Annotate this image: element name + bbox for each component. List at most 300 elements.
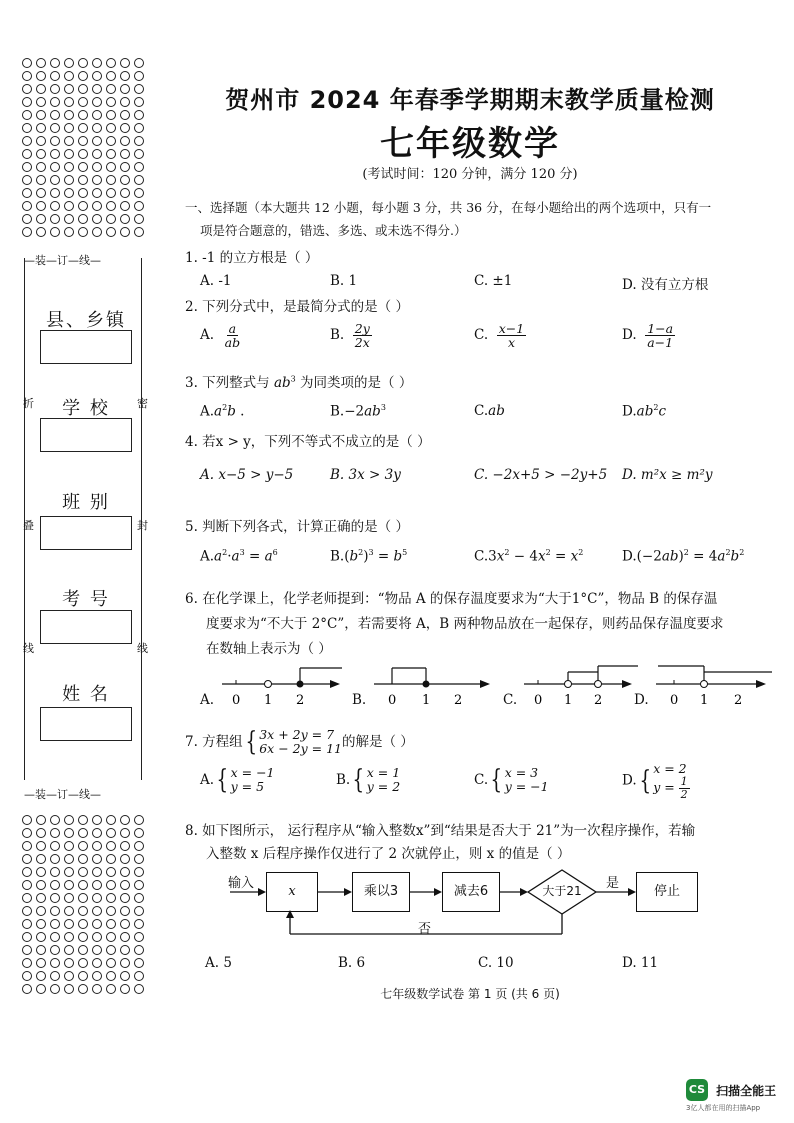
dot-icon (106, 201, 116, 211)
dot-icon (106, 906, 116, 916)
dot-icon (92, 854, 102, 864)
q3-option-c[interactable]: C.ab (474, 403, 505, 419)
dot-icon (78, 828, 88, 838)
flow-box-x: x (266, 872, 318, 912)
flow-yes-label: 是 (606, 876, 620, 891)
dot-icon (78, 906, 88, 916)
tick-label: 1 (422, 693, 431, 708)
dot-icon (106, 214, 116, 224)
dot-icon (120, 162, 130, 172)
dot-icon (22, 828, 32, 838)
dot-icon (134, 815, 144, 825)
flow-no-label: 否 (418, 922, 432, 937)
dot-icon (92, 97, 102, 107)
q1-option-d[interactable]: D. 没有立方根 (622, 277, 709, 293)
dot-icon (50, 123, 60, 133)
q4-option-b[interactable]: B. 3x > 3y (330, 467, 401, 483)
dot-icon (120, 201, 130, 211)
dot-icon (64, 828, 74, 838)
dot-icon (106, 110, 116, 120)
q6-line-3: 在数轴上表示为（ ） (206, 641, 332, 657)
dot-icon (92, 984, 102, 994)
tick-label: 2 (594, 693, 603, 708)
exam-number-input-box[interactable] (40, 610, 132, 644)
dot-icon (22, 71, 32, 81)
q8-line-2: 入整数 x 后程序操作仅进行了 2 次就停止，则 x 的值是（ ） (206, 846, 571, 862)
dot-icon (22, 867, 32, 877)
dot-icon (36, 149, 46, 159)
tick-label: 2 (734, 693, 743, 708)
dot-icon (36, 227, 46, 237)
dot-icon (22, 919, 32, 929)
dot-icon (106, 175, 116, 185)
dot-icon (50, 71, 60, 81)
q8-option-a[interactable]: A. 5 (205, 955, 232, 971)
dot-icon (64, 188, 74, 198)
section-heading: 一、选择题（本大题共 12 小题，每小题 3 分，共 36 分，在每小题给出的两个选项中，只有一 (185, 200, 712, 215)
dot-icon (22, 971, 32, 981)
dot-icon (50, 149, 60, 159)
dot-icon (92, 958, 102, 968)
dot-icon (64, 945, 74, 955)
dot-icon (120, 214, 130, 224)
q6-number-line-c[interactable] (520, 662, 645, 710)
dot-icon (106, 227, 116, 237)
q2-option-d[interactable]: D. $\frac{1-a}{a-1}$ (622, 321, 674, 351)
flow-box-subtract-6: 减去6 (442, 872, 500, 912)
dot-icon (134, 932, 144, 942)
dot-icon (134, 945, 144, 955)
dot-icon (134, 97, 144, 107)
dot-icon (120, 919, 130, 929)
dot-icon (120, 906, 130, 916)
tick-label: 2 (454, 693, 463, 708)
dot-icon (134, 971, 144, 981)
dot-icon (50, 867, 60, 877)
dot-icon (120, 854, 130, 864)
dot-icon (22, 227, 32, 237)
dot-icon (64, 906, 74, 916)
q6-option-d-label[interactable]: D. (634, 692, 649, 708)
dot-icon (92, 867, 102, 877)
dot-icon (106, 149, 116, 159)
dot-icon (22, 201, 32, 211)
page-footer: 七年级数学试卷 第 1 页 (共 6 页) (380, 987, 560, 1001)
dot-icon (78, 214, 88, 224)
q2-stem: 2. 下列分式中，是最简分式的是（ ） (185, 299, 409, 315)
q3-option-b[interactable]: $B.-2ab^3$ (330, 403, 386, 420)
dot-icon (106, 84, 116, 94)
dot-icon (78, 201, 88, 211)
dot-icon (120, 971, 130, 981)
subject-title: 七年级数学 (380, 124, 560, 164)
dot-icon (36, 136, 46, 146)
dot-icon (64, 136, 74, 146)
dot-icon (22, 149, 32, 159)
watermark-app-name: 扫描全能王 (716, 1083, 777, 1098)
q4-stem: 4. 若x > y，下列不等式不成立的是（ ） (185, 434, 431, 450)
dot-icon (92, 227, 102, 237)
q5-option-c[interactable]: $C.3x^2 - 4x^2 = x^2$ (474, 548, 584, 565)
dot-icon (134, 58, 144, 68)
q2-option-a[interactable]: A. $\frac{a}{ab}$ (200, 321, 241, 351)
tick-label: 2 (296, 693, 305, 708)
q1-stem: 1. -1 的立方根是（ ） (185, 250, 319, 266)
flow-input-label: 输入 (228, 876, 255, 891)
dot-icon (50, 136, 60, 146)
dot-icon (22, 136, 32, 146)
dot-icon (36, 919, 46, 929)
dot-icon (134, 110, 144, 120)
dot-icon (50, 880, 60, 890)
dot-icon (78, 854, 88, 864)
school-input-box[interactable] (40, 418, 132, 452)
flow-condition-label: 大于21 (542, 884, 582, 898)
dot-icon (50, 919, 60, 929)
dot-icon (78, 984, 88, 994)
dot-icon (92, 123, 102, 133)
dot-icon (134, 84, 144, 94)
tick-label: 1 (264, 693, 273, 708)
dot-icon (50, 110, 60, 120)
q4-option-d[interactable]: D. m²x ≥ m²y (622, 467, 713, 483)
dot-icon (92, 136, 102, 146)
watermark-tagline: 3亿人都在用的扫描App (686, 1104, 761, 1112)
dot-icon (134, 149, 144, 159)
dot-icon (134, 984, 144, 994)
dot-icon (22, 97, 32, 107)
dot-icon (78, 136, 88, 146)
dot-icon (106, 97, 116, 107)
dot-icon (64, 841, 74, 851)
county-input-box[interactable] (40, 330, 132, 364)
tick-label: 1 (564, 693, 573, 708)
dot-icon (36, 971, 46, 981)
dot-icon (36, 945, 46, 955)
section-heading-cont: 项是符合题意的，错选、多选、或未选不得分.） (200, 223, 467, 238)
dot-icon (134, 175, 144, 185)
dot-icon (36, 828, 46, 838)
dot-icon (106, 188, 116, 198)
dot-icon (36, 71, 46, 81)
dot-icon (50, 932, 60, 942)
dot-icon (64, 97, 74, 107)
dot-icon (50, 906, 60, 916)
dot-icon (92, 175, 102, 185)
dot-icon (120, 58, 130, 68)
q6-number-line-a[interactable] (218, 662, 348, 710)
dot-icon (50, 58, 60, 68)
q2-option-c[interactable]: C. $\frac{x-1}{x}$ (474, 321, 525, 351)
dot-icon (106, 815, 116, 825)
dot-icon (120, 136, 130, 146)
dot-icon (78, 84, 88, 94)
dot-icon (64, 880, 74, 890)
dot-icon (106, 58, 116, 68)
dot-icon (50, 175, 60, 185)
dot-icon (50, 893, 60, 903)
q7-option-d[interactable]: D.{ x = 2 y = $\frac{1}{2}$ (622, 761, 688, 801)
q6-option-a-label[interactable]: A. (200, 692, 215, 708)
dot-icon (36, 841, 46, 851)
side-char-fold: 折 (23, 397, 34, 410)
dot-icon (106, 867, 116, 877)
dot-icon (106, 971, 116, 981)
dot-icon (64, 919, 74, 929)
dot-icon (92, 828, 102, 838)
dot-icon (92, 932, 102, 942)
dot-icon (36, 175, 46, 185)
dot-icon (120, 893, 130, 903)
dot-icon (22, 58, 32, 68)
dot-icon (22, 958, 32, 968)
q3-stem: 3. 下列整式与 $ab^3$ 为同类项的是（ ） (185, 374, 413, 391)
dot-icon (22, 214, 32, 224)
dot-icon (134, 919, 144, 929)
dot-icon (64, 958, 74, 968)
dot-icon (36, 815, 46, 825)
dot-icon (78, 110, 88, 120)
dot-icon (134, 136, 144, 146)
decorative-dot-grid-top (22, 58, 152, 240)
dot-icon (120, 958, 130, 968)
q4-option-a[interactable]: A. x−5 > y−5 (200, 467, 294, 483)
dot-icon (78, 58, 88, 68)
dot-icon (78, 97, 88, 107)
dot-icon (22, 880, 32, 890)
dot-icon (92, 84, 102, 94)
dot-icon (36, 58, 46, 68)
dot-icon (36, 110, 46, 120)
dot-icon (36, 958, 46, 968)
dot-icon (134, 188, 144, 198)
dot-icon (50, 162, 60, 172)
side-char-line-2: 线 (137, 642, 148, 655)
dot-icon (22, 110, 32, 120)
dot-icon (78, 958, 88, 968)
dot-icon (64, 815, 74, 825)
dot-icon (106, 71, 116, 81)
dot-icon (50, 971, 60, 981)
tick-label: 0 (388, 693, 397, 708)
q6-option-c-label[interactable]: C. (503, 692, 518, 708)
side-char-fold-2: 叠 (23, 519, 34, 532)
q7-option-b[interactable]: B.{ x = 1 y = 2 (336, 765, 401, 796)
q3-option-a[interactable]: $A.a^2b$ . (200, 403, 245, 420)
dot-icon (78, 71, 88, 81)
dot-icon (78, 188, 88, 198)
dot-icon (36, 201, 46, 211)
dot-icon (36, 162, 46, 172)
dot-icon (78, 893, 88, 903)
dot-icon (92, 971, 102, 981)
dot-icon (78, 227, 88, 237)
class-input-box[interactable] (40, 516, 132, 550)
dot-icon (78, 932, 88, 942)
q2-option-b[interactable]: B. $\frac{2y}{2x}$ (330, 321, 370, 351)
tick-label: 0 (670, 693, 679, 708)
field-label-name: 姓 名 (62, 684, 110, 705)
dot-icon (36, 854, 46, 864)
dot-icon (64, 214, 74, 224)
dot-icon (134, 906, 144, 916)
q8-option-c[interactable]: C. 10 (478, 955, 514, 971)
dot-icon (134, 880, 144, 890)
dot-icon (36, 984, 46, 994)
dot-icon (64, 893, 74, 903)
dot-icon (22, 123, 32, 133)
dot-icon (120, 945, 130, 955)
q5-option-b[interactable]: $B.(b^2)^3 = b^5$ (330, 548, 408, 565)
dot-icon (120, 110, 130, 120)
dot-icon (120, 188, 130, 198)
dot-icon (78, 919, 88, 929)
dot-icon (22, 854, 32, 864)
q6-number-line-d[interactable] (652, 662, 780, 710)
q7-option-c[interactable]: C.{ x = 3 y = −1 (474, 765, 549, 796)
dot-icon (64, 149, 74, 159)
q1-option-b[interactable]: B. 1 (330, 273, 358, 289)
dot-icon (36, 214, 46, 224)
q6-number-line-b[interactable] (370, 662, 500, 710)
dot-icon (120, 97, 130, 107)
dot-icon (106, 880, 116, 890)
dot-icon (120, 867, 130, 877)
dot-icon (22, 188, 32, 198)
dot-icon (64, 162, 74, 172)
dot-icon (120, 880, 130, 890)
dot-icon (78, 815, 88, 825)
q7-option-a[interactable]: A.{ x = −1 y = 5 (200, 765, 275, 796)
dot-icon (106, 919, 116, 929)
dot-icon (36, 893, 46, 903)
dot-icon (92, 919, 102, 929)
dot-icon (106, 162, 116, 172)
dot-icon (134, 828, 144, 838)
dot-icon (22, 815, 32, 825)
dot-icon (92, 945, 102, 955)
q6-line-1: 6. 在化学课上，化学老师提到：“物品 A 的保存温度要求为“大于1°C”，物品 B 的保存温 (185, 591, 718, 607)
dot-icon (92, 841, 102, 851)
dot-icon (50, 945, 60, 955)
flow-box-multiply-3: 乘以3 (352, 872, 410, 912)
dot-icon (36, 84, 46, 94)
q4-option-c[interactable]: C. −2x+5 > −2y+5 (474, 467, 608, 483)
camscanner-logo-icon: CS (686, 1079, 708, 1101)
dot-icon (106, 123, 116, 133)
dot-icon (50, 841, 60, 851)
dot-icon (64, 84, 74, 94)
exam-title: 贺州市 2024 年春季学期期末教学质量检测 (225, 86, 715, 114)
tick-label: 1 (700, 693, 709, 708)
tick-label: 0 (534, 693, 543, 708)
dot-icon (134, 867, 144, 877)
q8-option-b[interactable]: B. 6 (338, 955, 366, 971)
q3-option-d[interactable]: $D.ab^2c$ (622, 403, 666, 420)
q8-option-d[interactable]: D. 11 (622, 955, 659, 971)
q6-option-b-label[interactable]: B. (352, 692, 367, 708)
dot-icon (106, 854, 116, 864)
dot-icon (120, 123, 130, 133)
dot-icon (36, 123, 46, 133)
dot-icon (92, 110, 102, 120)
dot-icon (50, 214, 60, 224)
q5-option-a[interactable]: $A.a^2\cdot a^3 = a^6$ (200, 548, 278, 565)
dot-icon (64, 110, 74, 120)
dot-icon (134, 227, 144, 237)
dot-icon (50, 84, 60, 94)
dot-icon (78, 123, 88, 133)
dot-icon (78, 867, 88, 877)
dot-icon (106, 136, 116, 146)
dot-icon (22, 84, 32, 94)
binding-line-bottom: —装—订—线— (24, 788, 101, 801)
dot-icon (92, 906, 102, 916)
dot-icon (50, 227, 60, 237)
dot-icon (50, 201, 60, 211)
q5-option-d[interactable]: $D.(-2ab)^2 = 4a^2b^2$ (622, 548, 745, 565)
dot-icon (22, 175, 32, 185)
dot-icon (36, 932, 46, 942)
dot-icon (92, 188, 102, 198)
name-input-box[interactable] (40, 707, 132, 741)
dot-icon (64, 227, 74, 237)
dot-icon (106, 932, 116, 942)
dot-icon (64, 932, 74, 942)
dot-icon (120, 71, 130, 81)
dot-icon (92, 162, 102, 172)
side-char-seal: 密 (137, 397, 148, 410)
dot-icon (64, 867, 74, 877)
dot-icon (64, 71, 74, 81)
exam-info: (考试时间：120 分钟，满分 120 分) (362, 167, 578, 182)
dot-icon (134, 201, 144, 211)
field-label-school: 学 校 (62, 398, 110, 419)
dot-icon (92, 58, 102, 68)
side-char-line: 线 (23, 642, 34, 655)
dot-icon (64, 175, 74, 185)
q1-option-a[interactable]: A. -1 (200, 273, 232, 289)
dot-icon (22, 906, 32, 916)
side-char-seal-2: 封 (137, 519, 148, 532)
dot-icon (78, 971, 88, 981)
dot-icon (78, 945, 88, 955)
dot-icon (120, 841, 130, 851)
dot-icon (134, 214, 144, 224)
scanner-watermark (686, 1079, 776, 1113)
dot-icon (50, 188, 60, 198)
dot-icon (106, 828, 116, 838)
dot-icon (22, 945, 32, 955)
binding-line-top: —装—订—线— (24, 254, 101, 267)
dot-icon (50, 815, 60, 825)
dot-icon (120, 227, 130, 237)
dot-icon (120, 984, 130, 994)
field-label-exam-number: 考 号 (62, 589, 110, 610)
dot-icon (50, 958, 60, 968)
dot-icon (92, 149, 102, 159)
dot-icon (50, 828, 60, 838)
dot-icon (134, 123, 144, 133)
field-label-class: 班 别 (62, 492, 110, 513)
dot-icon (36, 867, 46, 877)
dot-icon (134, 958, 144, 968)
dot-icon (22, 841, 32, 851)
q6-line-2: 度要求为“不大于 2°C”，若需要将 A，B 两种物品放在一起保存，则药品保存温度要求 (206, 616, 724, 632)
tick-label: 0 (232, 693, 241, 708)
q1-option-c[interactable]: C. ±1 (474, 273, 513, 289)
dot-icon (22, 932, 32, 942)
